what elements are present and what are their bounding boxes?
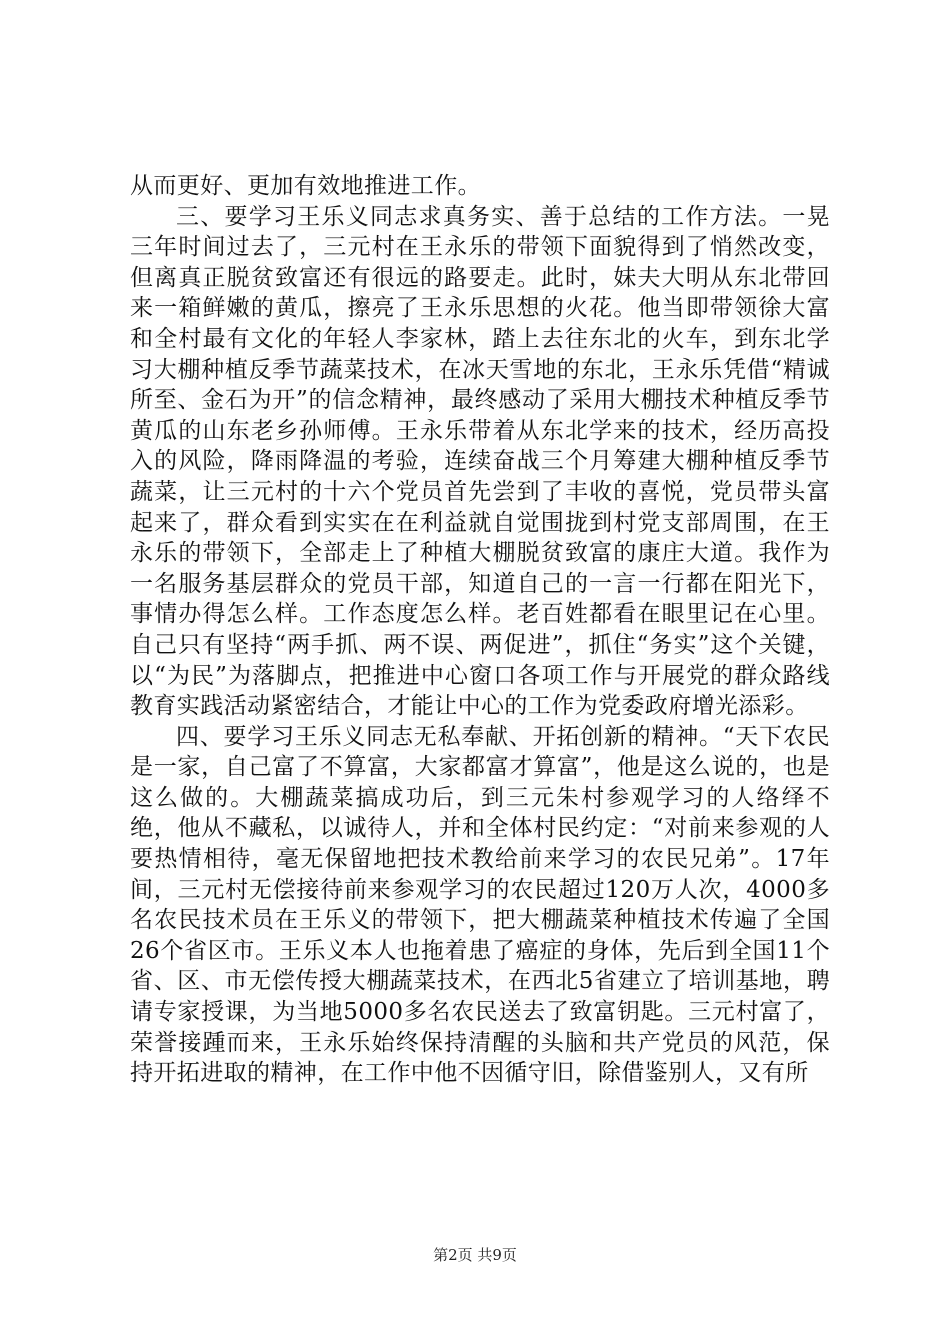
paragraph-section-four: 四、要学习王乐义同志无私奉献、开拓创新的精神。“天下农民是一家，自己富了不算富，大家都富才算富”，他是这么说的，也是这么做的。大棚蔬菜搞成功后，到三元朱村参观学习的人络绎不绝，他从不藏私，以诚待人，并和全体村民约定：“对前来参观的人要热情相待，毫无保留地把技术教给前来学习的农民兄弟”。17年间，三元村无偿接待前来参观学习的农民超过120万人次，4000多名农民技术员在王乐义的带领下，把大棚蔬菜种植技术传遍了全国26个省区市。王乐义本人也拖着患了癌症的身体，先后到全国11个省、区、市无偿传授大棚蔬菜技术，在西北5省建立了培训基地，聘请专家授课，为当地5000多名农民送去了致富钥匙。三元村富了，荣誉接踵而来，王永乐始终保持清醒的头脑和共产党员的风范，保持开拓进取的精神，在工作中他不因循守旧，除借鉴别人，又有所 [130,723,830,1087]
paragraph-section-three: 三、要学习王乐义同志求真务实、善于总结的工作方法。一晃三年时间过去了，三元村在王永乐的带领下面貌得到了悄然改变，但离真正脱贫致富还有很远的路要走。此时，妹夫大明从东北带回来一箱鲜嫩的黄瓜，擦亮了王永乐思想的火花。他当即带领徐大富和全村最有文化的年轻人李家林，踏上去往东北的火车，到东北学习大棚种植反季节蔬菜技术，在冰天雪地的东北，王永乐凭借“精诚所至、金石为开”的信念精神，最终感动了采用大棚技术种植反季节黄瓜的山东老乡孙师傅。王永乐带着从东北学来的技术，经历高投入的风险，降雨降温的考验，连续奋战三个月筹建大棚种植反季节蔬菜，让三元村的十六个党员首先尝到了丰收的喜悦，党员带头富起来了，群众看到实实在在利益就自觉围拢到村党支部周围，在王永乐的带领下，全部走上了种植大棚脱贫致富的康庄大道。我作为一名服务基层群众的党员干部，知道自己的一言一行都在阳光下，事情办得怎么样。工作态度怎么样。老百姓都看在眼里记在心里。自己只有坚持“两手抓、两不误、两促进”，抓住“务实”这个关键，以“为民”为落脚点，把推进中心窗口各项工作与开展党的群众路线教育实践活动紧密结合，才能让中心的工作为党委政府增光添彩。 [130,203,830,720]
document-body [130,171,830,1089]
paragraph-continuation: 从而更好、更加有效地推进工作。 [130,173,481,199]
page-footer: 第2页 共9页 [433,1246,517,1264]
